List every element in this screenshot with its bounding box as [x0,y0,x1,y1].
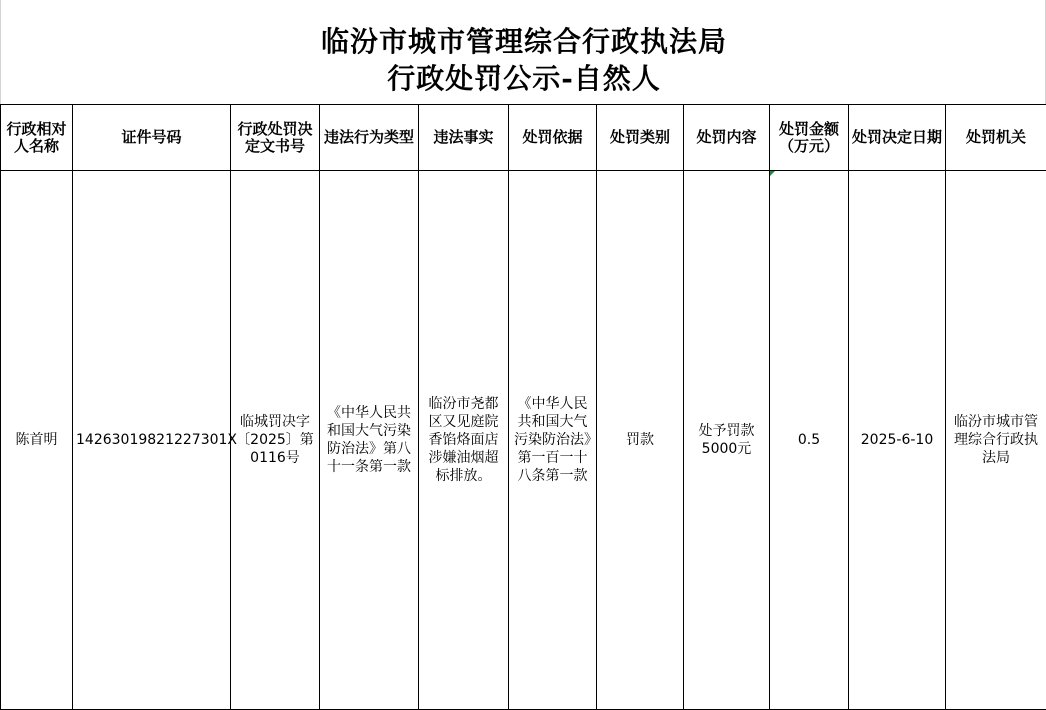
cell-id-number: 14263019821227301X [73,171,231,710]
cell-category: 罚款 [597,171,684,710]
header-decision-no: 行政处罚决定文书号 [231,105,320,171]
header-authority: 处罚机关 [946,105,1046,171]
header-amount: 处罚金额（万元） [770,105,849,171]
cell-content: 处予罚款5000元 [684,171,770,710]
page-subtitle: 行政处罚公示-自然人 [1,57,1046,97]
cell-facts: 临汾市尧都区又见庭院香馅烙面店涉嫌油烟超标排放。 [419,171,509,710]
table-header-row [1,105,1046,171]
header-content: 处罚内容 [684,105,770,171]
header-date: 处罚决定日期 [849,105,946,171]
header-violation-type: 违法行为类型 [320,105,419,171]
cell-violation-type: 《中华人民共和国大气污染防治法》第八十一条第一款 [320,171,419,710]
cell-date: 2025-6-10 [849,171,946,710]
header-basis: 处罚依据 [509,105,597,171]
page-title: 临汾市城市管理综合行政执法局 [1,20,1046,60]
cell-comment-marker-icon [770,171,775,176]
cell-amount [770,171,849,710]
header-category: 处罚类别 [597,105,684,171]
cell-decision-no: 临城罚决字〔2025〕第0116号 [231,171,320,710]
cell-authority: 临汾市城市管理综合行政执法局 [946,171,1046,710]
header-name: 行政相对人名称 [1,105,73,171]
cell-name: 陈首明 [1,171,73,710]
table-row [1,171,1046,710]
cell-amount-value: 0.5 [798,432,820,448]
title-area [0,0,1046,104]
cell-basis: 《中华人民共和国大气污染防治法》第一百一十八条第一款 [509,171,597,710]
header-id-number: 证件号码 [73,105,231,171]
penalty-table [0,104,1046,710]
header-facts: 违法事实 [419,105,509,171]
